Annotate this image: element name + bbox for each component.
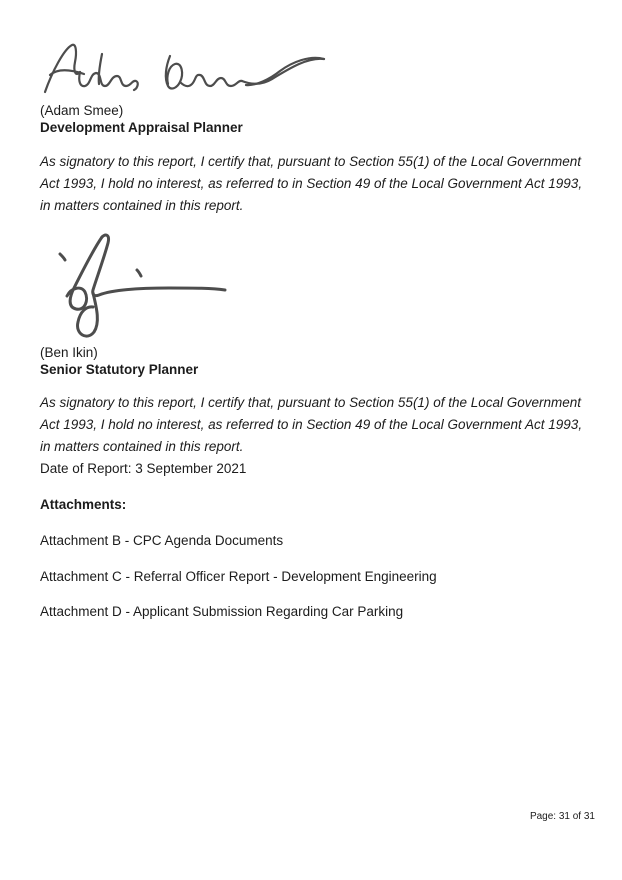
page-number-label: Page: 31 of 31 <box>529 811 595 822</box>
attachments-heading: Attachments: <box>40 497 127 512</box>
signatory-name: (Ben Ikin) <box>40 345 98 360</box>
signatory-title: Senior Statutory Planner <box>40 362 199 377</box>
attachment-item: Attachment D - Applicant Submission Regarding Car Parking <box>40 604 404 619</box>
signatory-title: Development Appraisal Planner <box>40 120 243 135</box>
signatory-name: (Adam Smee) <box>40 103 124 118</box>
signature-image-ben-ikin <box>52 232 237 342</box>
certification-paragraph: As signatory to this report, I certify that, pursuant to Section 55(1) of the Local Government Act 1993, I hold no interest, as referred to in Section 49 of the Local Government Act 1993, in matters contained in this report. <box>40 395 583 454</box>
certification-paragraph: As signatory to this report, I certify that, pursuant to Section 55(1) of the Local Government Act 1993, I hold no interest, as referred to in Section 49 of the Local Government Act 1993, in matters contained in this report. <box>40 154 583 213</box>
attachment-item: Attachment C - Referral Officer Report - Development Engineering <box>40 569 437 584</box>
signature-image-adam-smee <box>42 40 332 100</box>
signature-adam-smee-icon <box>42 40 332 100</box>
attachment-item: Attachment B - CPC Agenda Documents <box>40 533 284 548</box>
signature-ben-ikin-icon <box>52 232 237 342</box>
date-of-report: Date of Report: 3 September 2021 <box>40 461 247 476</box>
